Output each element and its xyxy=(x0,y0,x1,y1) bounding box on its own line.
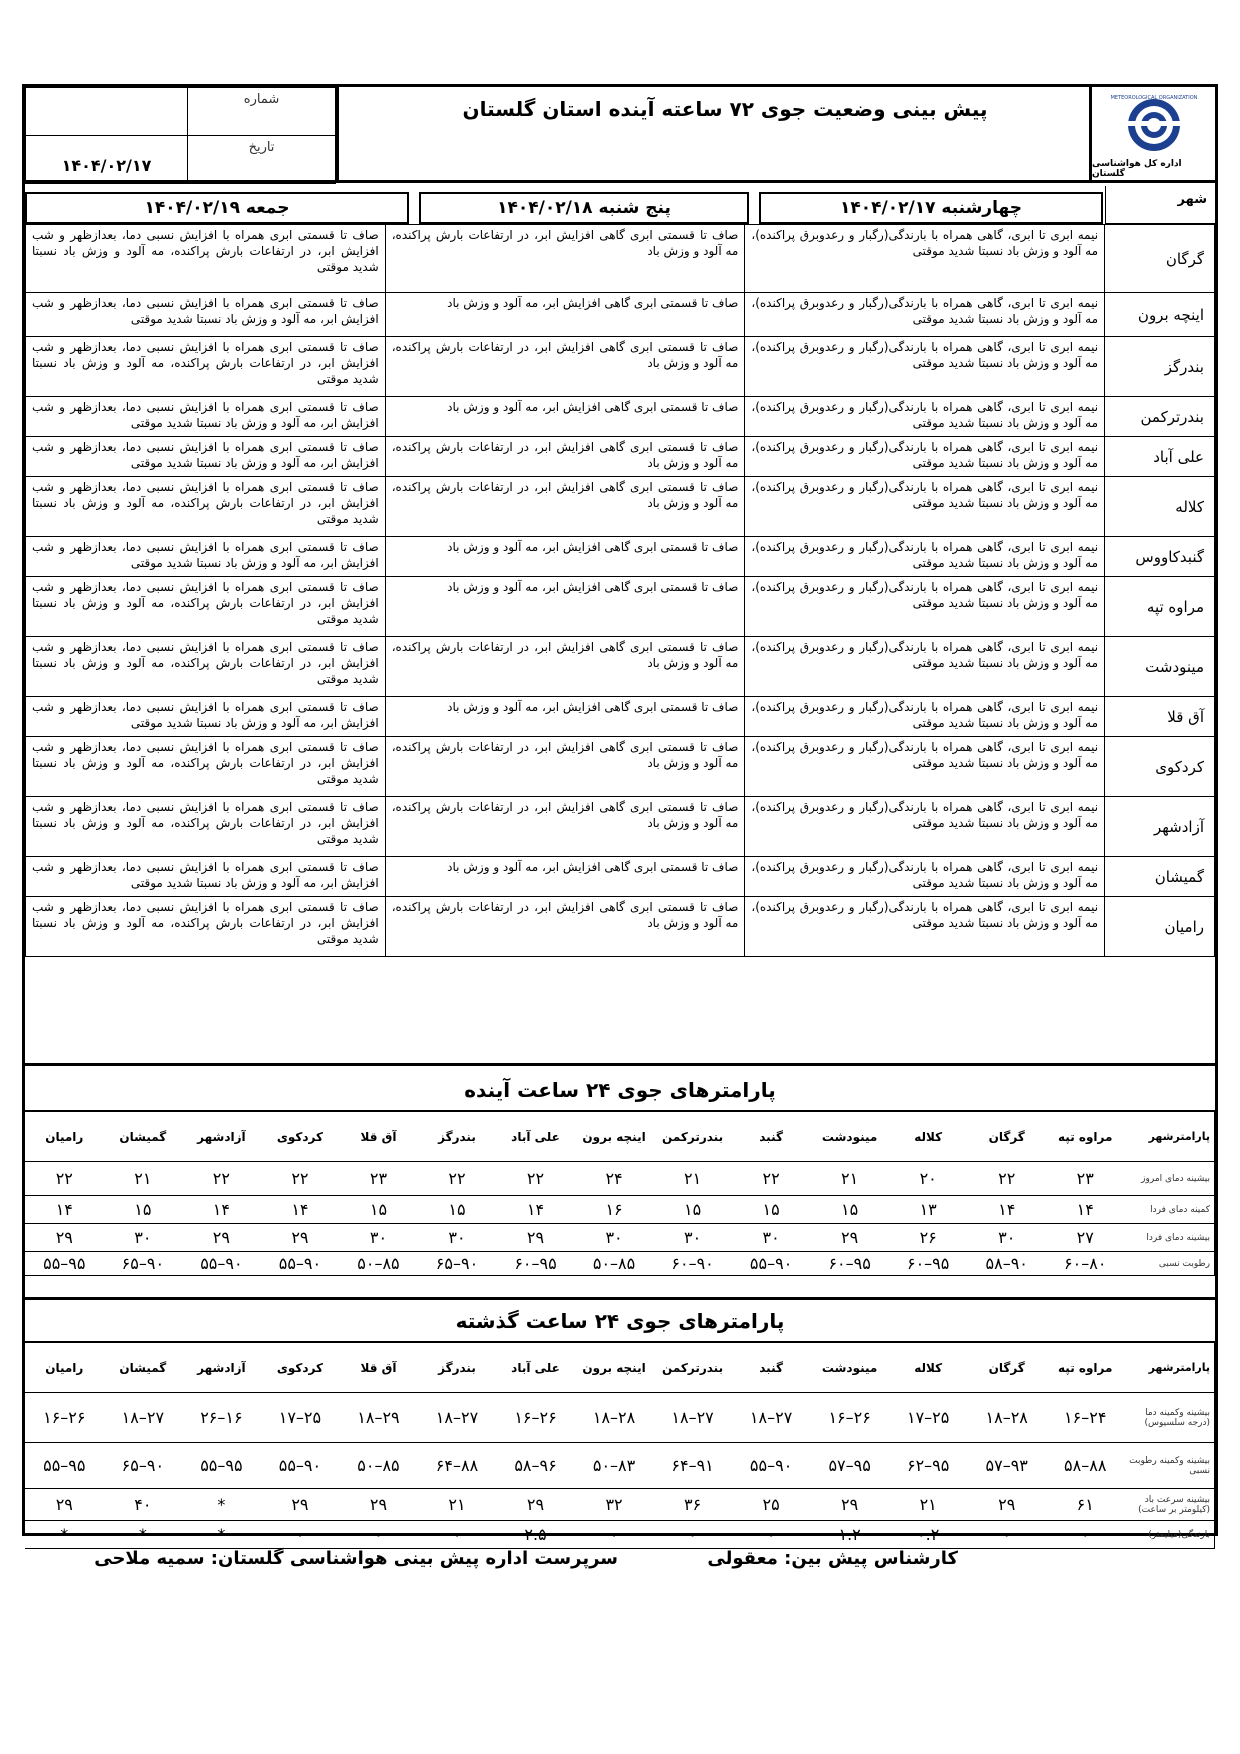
param-value: ۹۵–۶۲ xyxy=(889,1443,968,1489)
forecast-day1: نیمه ابری تا ابری، گاهی همراه با بارندگی(رگبار و رعدوبرق پراکنده)، مه آلود و وزش باد نسبتا شدید موقتی xyxy=(745,737,1105,797)
param-value: ۸۵–۵۰ xyxy=(575,1252,654,1276)
forecast-day3: صاف تا قسمتی ابری همراه با افزایش نسبی دما، بعدازظهر و شب افزایش ابر، مه آلود و وزش باد نسبتا شدید موقتی xyxy=(26,697,386,737)
param-value: ۸۸–۵۸ xyxy=(1046,1443,1125,1489)
forecast-day1: نیمه ابری تا ابری، گاهی همراه با بارندگی(رگبار و رعدوبرق پراکنده)، مه آلود و وزش باد نسبتا شدید موقتی xyxy=(745,857,1105,897)
forecast-day2: صاف تا قسمتی ابری گاهی افزایش ابر، مه آلود و وزش باد xyxy=(385,537,745,577)
param-value: ۳۰ xyxy=(967,1224,1046,1252)
param-value: ۲۴–۱۶ xyxy=(1046,1393,1125,1443)
param-value: ۲۱ xyxy=(653,1162,732,1196)
param-row xyxy=(25,1162,1215,1196)
param-value: ۳۰ xyxy=(732,1224,811,1252)
param-city-header: مینودشت xyxy=(810,1343,889,1393)
forecast-day2: صاف تا قسمتی ابری گاهی افزایش ابر، مه آلود و وزش باد xyxy=(385,857,745,897)
param-value: ۲۹ xyxy=(967,1489,1046,1521)
param-city-header: مراوه تپه xyxy=(1046,1343,1125,1393)
city-name: کردکوی xyxy=(1105,737,1215,797)
param-value: ۲.۵ xyxy=(496,1521,575,1549)
param-value: ۲۲ xyxy=(496,1162,575,1196)
forecast-day1: نیمه ابری تا ابری، گاهی همراه با بارندگی(رگبار و رعدوبرق پراکنده)، مه آلود و وزش باد نسبتا شدید موقتی xyxy=(745,397,1105,437)
forecast-day1: نیمه ابری تا ابری، گاهی همراه با بارندگی(رگبار و رعدوبرق پراکنده)، مه آلود و وزش باد نسبتا شدید موقتی xyxy=(745,337,1105,397)
param-value: ۱۵ xyxy=(339,1196,418,1224)
param-value: ۹۶–۵۸ xyxy=(496,1443,575,1489)
param-value: ۹۱–۶۴ xyxy=(653,1443,732,1489)
forecast-row xyxy=(26,437,1215,477)
forecast-section xyxy=(25,186,1215,1066)
param-row-label: بیشینه دمای فردا xyxy=(1125,1224,1215,1252)
forecast-day3: صاف تا قسمتی ابری همراه با افزایش نسبی دما، بعدازظهر و شب افزایش ابر، در ارتفاعات بارش پراکنده، مه آلود و وزش باد نسبتا شدید موقتی xyxy=(26,477,386,537)
param-value: ۱۴ xyxy=(25,1196,104,1224)
param-city-header: رامیان xyxy=(25,1112,104,1162)
number-value xyxy=(26,88,188,136)
forecast-day2: صاف تا قسمتی ابری گاهی افزایش ابر، مه آلود و وزش باد xyxy=(385,293,745,337)
past-params-table xyxy=(25,1342,1215,1549)
future-params-title: پارامترهای جوی ۲۴ ساعت آینده xyxy=(25,1069,1215,1111)
param-value: ۲۲ xyxy=(732,1162,811,1196)
param-value: ۱۵ xyxy=(653,1196,732,1224)
forecast-row xyxy=(26,737,1215,797)
param-value: ۱۴ xyxy=(182,1196,261,1224)
param-value: ۳۰ xyxy=(575,1224,654,1252)
param-value: ۲۵–۱۷ xyxy=(889,1393,968,1443)
param-city-header: آق قلا xyxy=(339,1112,418,1162)
forecast-day1: نیمه ابری تا ابری، گاهی همراه با بارندگی(رگبار و رعدوبرق پراکنده)، مه آلود و وزش باد نسبتا شدید موقتی xyxy=(745,293,1105,337)
title-area xyxy=(361,87,1089,183)
city-name: علی آباد xyxy=(1105,437,1215,477)
param-value: ۲۲ xyxy=(418,1162,497,1196)
param-row-label: بیشینه دمای امروز xyxy=(1125,1162,1215,1196)
future-params-section xyxy=(25,1069,1215,1276)
forecast-day3: صاف تا قسمتی ابری همراه با افزایش نسبی دما، بعدازظهر و شب افزایش ابر، در ارتفاعات بارش پراکنده، مه آلود و وزش باد نسبتا شدید موقتی xyxy=(26,225,386,293)
forecast-day3: صاف تا قسمتی ابری همراه با افزایش نسبی دما، بعدازظهر و شب افزایش ابر، مه آلود و وزش باد نسبتا شدید موقتی xyxy=(26,857,386,897)
param-row xyxy=(25,1224,1215,1252)
city-name: بندرگز xyxy=(1105,337,1215,397)
param-value: * xyxy=(104,1521,183,1549)
meteorology-logo-icon xyxy=(1109,91,1199,155)
param-value: ۲۷ xyxy=(1046,1224,1125,1252)
param-value: ۹۰–۶۵ xyxy=(104,1252,183,1276)
number-label: شماره xyxy=(188,88,336,136)
forecast-day3: صاف تا قسمتی ابری همراه با افزایش نسبی دما، بعدازظهر و شب افزایش ابر، در ارتفاعات بارش پراکنده، مه آلود و وزش باد نسبتا شدید موقتی xyxy=(26,577,386,637)
param-value: ۲۷–۱۸ xyxy=(418,1393,497,1443)
param-value: ۲۹ xyxy=(496,1489,575,1521)
param-value: ۰ xyxy=(732,1521,811,1549)
param-value: ۹۵–۵۵ xyxy=(25,1443,104,1489)
param-city-header: آزادشهر xyxy=(182,1343,261,1393)
param-row-label: کمینه دمای فردا xyxy=(1125,1196,1215,1224)
forecast-day1: نیمه ابری تا ابری، گاهی همراه با بارندگی(رگبار و رعدوبرق پراکنده)، مه آلود و وزش باد نسبتا شدید موقتی xyxy=(745,437,1105,477)
param-row-label: بیشینه سرعت باد (کیلومتر بر ساعت) xyxy=(1125,1489,1215,1521)
forecast-day3: صاف تا قسمتی ابری همراه با افزایش نسبی دما، بعدازظهر و شب افزایش ابر، مه آلود و وزش باد نسبتا شدید موقتی xyxy=(26,537,386,577)
forecast-day3: صاف تا قسمتی ابری همراه با افزایش نسبی دما، بعدازظهر و شب افزایش ابر، در ارتفاعات بارش پراکنده، مه آلود و وزش باد نسبتا شدید موقتی xyxy=(26,637,386,697)
param-city-header: رامیان xyxy=(25,1343,104,1393)
param-value: ۲۵ xyxy=(732,1489,811,1521)
forecast-day1: نیمه ابری تا ابری، گاهی همراه با بارندگی(رگبار و رعدوبرق پراکنده)، مه آلود و وزش باد نسبتا شدید موقتی xyxy=(745,225,1105,293)
param-value: ۹۳–۵۷ xyxy=(967,1443,1046,1489)
param-row-label: بارندگی(میلیمتر) xyxy=(1125,1521,1215,1549)
forecast-day3: صاف تا قسمتی ابری همراه با افزایش نسبی دما، بعدازظهر و شب افزایش ابر، در ارتفاعات بارش پراکنده، مه آلود و وزش باد نسبتا شدید موقتی xyxy=(26,737,386,797)
forecast-row xyxy=(26,897,1215,957)
param-value: ۲۹ xyxy=(810,1224,889,1252)
param-value: ۹۰–۶۰ xyxy=(653,1252,732,1276)
param-value: ۲۲ xyxy=(261,1162,340,1196)
param-value: ۸۵–۵۰ xyxy=(339,1443,418,1489)
forecast-row xyxy=(26,397,1215,437)
param-value: * xyxy=(182,1489,261,1521)
param-value: ۲۹–۱۸ xyxy=(339,1393,418,1443)
param-value: ۲۹ xyxy=(261,1224,340,1252)
param-corner-header: پارامترشهر xyxy=(1125,1343,1215,1393)
city-name: رامیان xyxy=(1105,897,1215,957)
param-row xyxy=(25,1489,1215,1521)
forecast-day2: صاف تا قسمتی ابری گاهی افزایش ابر، مه آلود و وزش باد xyxy=(385,397,745,437)
param-value: ۲۹ xyxy=(339,1489,418,1521)
param-value: ۲۳ xyxy=(339,1162,418,1196)
param-value: ۲۶–۱۶ xyxy=(496,1393,575,1443)
param-value: ۲۱ xyxy=(889,1489,968,1521)
date-value: ۱۴۰۴/۰۲/۱۷ xyxy=(26,136,188,184)
param-value: ۲۷–۱۸ xyxy=(104,1393,183,1443)
param-city-header: گنبد xyxy=(732,1112,811,1162)
param-value: ۳۰ xyxy=(653,1224,732,1252)
param-city-header: کلاله xyxy=(889,1343,968,1393)
forecast-day1: نیمه ابری تا ابری، گاهی همراه با بارندگی(رگبار و رعدوبرق پراکنده)، مه آلود و وزش باد نسبتا شدید موقتی xyxy=(745,637,1105,697)
param-city-header: آق قلا xyxy=(339,1343,418,1393)
param-value: ۱۴ xyxy=(967,1196,1046,1224)
city-name: گمیشان xyxy=(1105,857,1215,897)
param-value: ۰ xyxy=(339,1521,418,1549)
param-value: ۳۶ xyxy=(653,1489,732,1521)
forecast-day1: نیمه ابری تا ابری، گاهی همراه با بارندگی(رگبار و رعدوبرق پراکنده)، مه آلود و وزش باد نسبتا شدید موقتی xyxy=(745,797,1105,857)
param-value: ۲۶–۱۶ xyxy=(810,1393,889,1443)
organization-logo xyxy=(1089,87,1215,183)
param-value: ۹۰–۵۵ xyxy=(182,1252,261,1276)
forecast-day2: صاف تا قسمتی ابری گاهی افزایش ابر، در ارتفاعات بارش پراکنده، مه آلود و وزش باد xyxy=(385,637,745,697)
param-row-label: بیشینه وکمینه دما (درجه سلسیوس) xyxy=(1125,1393,1215,1443)
forecast-day2: صاف تا قسمتی ابری گاهی افزایش ابر، در ارتفاعات بارش پراکنده، مه آلود و وزش باد xyxy=(385,225,745,293)
param-value: ۶۱ xyxy=(1046,1489,1125,1521)
forecast-day2: صاف تا قسمتی ابری گاهی افزایش ابر، مه آلود و وزش باد xyxy=(385,697,745,737)
forecast-row xyxy=(26,337,1215,397)
param-value: ۱۴ xyxy=(261,1196,340,1224)
param-value: ۲۲ xyxy=(25,1162,104,1196)
forecast-day2: صاف تا قسمتی ابری گاهی افزایش ابر، در ارتفاعات بارش پراکنده، مه آلود و وزش باد xyxy=(385,477,745,537)
param-value: ۲۴ xyxy=(575,1162,654,1196)
param-city-header: علی آباد xyxy=(496,1112,575,1162)
param-value: ۲۰ xyxy=(889,1162,968,1196)
forecast-day1: نیمه ابری تا ابری، گاهی همراه با بارندگی(رگبار و رعدوبرق پراکنده)، مه آلود و وزش باد نسبتا شدید موقتی xyxy=(745,537,1105,577)
document-header xyxy=(25,87,1215,183)
param-value: ۹۰–۵۸ xyxy=(967,1252,1046,1276)
city-name: کلاله xyxy=(1105,477,1215,537)
param-value: ۹۵–۶۰ xyxy=(496,1252,575,1276)
forecast-table xyxy=(25,224,1215,957)
param-city-header: گنبد xyxy=(732,1343,811,1393)
forecast-sheet xyxy=(22,84,1218,1544)
forecast-days xyxy=(25,186,1215,224)
param-value: ۱۵ xyxy=(732,1196,811,1224)
past-params-section xyxy=(25,1297,1215,1549)
param-city-header: گمیشان xyxy=(104,1112,183,1162)
param-city-header: بندرترکمن xyxy=(653,1343,732,1393)
city-header: شهر xyxy=(1105,186,1215,224)
param-value: ۱۶–۲۶ xyxy=(182,1393,261,1443)
param-value: ۲۶–۱۶ xyxy=(25,1393,104,1443)
forecast-row xyxy=(26,477,1215,537)
param-value: ۳۲ xyxy=(575,1489,654,1521)
param-value: ۸۵–۵۰ xyxy=(339,1252,418,1276)
param-row-label: رطوبت نسبی xyxy=(1125,1252,1215,1276)
forecast-day1: نیمه ابری تا ابری، گاهی همراه با بارندگی(رگبار و رعدوبرق پراکنده)، مه آلود و وزش باد نسبتا شدید موقتی xyxy=(745,897,1105,957)
city-name: گرگان xyxy=(1105,225,1215,293)
param-value: ۳۰ xyxy=(104,1224,183,1252)
forecast-row xyxy=(26,797,1215,857)
city-name: اینچه برون xyxy=(1105,293,1215,337)
param-value: ۲۹ xyxy=(496,1224,575,1252)
meta-area xyxy=(25,87,339,183)
signatures xyxy=(22,1548,1218,1588)
param-value: * xyxy=(182,1521,261,1549)
param-city-header: کلاله xyxy=(889,1112,968,1162)
param-value: ۲۱ xyxy=(810,1162,889,1196)
past-params-title: پارامترهای جوی ۲۴ ساعت گذشته xyxy=(25,1300,1215,1342)
forecast-day1: نیمه ابری تا ابری، گاهی همراه با بارندگی(رگبار و رعدوبرق پراکنده)، مه آلود و وزش باد نسبتا شدید موقتی xyxy=(745,577,1105,637)
supervisor-signature: سرپرست اداره پیش بینی هواشناسی گلستان: سمیه ملاحی xyxy=(94,1548,618,1569)
day-header-3: جمعه ۱۴۰۴/۰۲/۱۹ xyxy=(25,192,409,224)
param-value: ۲۹ xyxy=(182,1224,261,1252)
param-city-header: کردکوی xyxy=(261,1112,340,1162)
page-title: پیش بینی وضعیت جوی ۷۲ ساعته آینده استان گلستان xyxy=(462,97,988,121)
param-city-header: علی آباد xyxy=(496,1343,575,1393)
param-value: ۲۶ xyxy=(889,1224,968,1252)
param-value: ۱۳ xyxy=(889,1196,968,1224)
forecast-day3: صاف تا قسمتی ابری همراه با افزایش نسبی دما، بعدازظهر و شب افزایش ابر، مه آلود و وزش باد نسبتا شدید موقتی xyxy=(26,437,386,477)
param-value: ۴۰ xyxy=(104,1489,183,1521)
param-value: ۹۰–۵۵ xyxy=(732,1443,811,1489)
param-value: ۱۵ xyxy=(104,1196,183,1224)
param-city-header: اینچه برون xyxy=(575,1112,654,1162)
param-value: ۳۰ xyxy=(418,1224,497,1252)
param-value: ۰ xyxy=(261,1521,340,1549)
param-value: ۲۹ xyxy=(261,1489,340,1521)
param-value: ۹۰–۶۵ xyxy=(104,1443,183,1489)
param-value: ۹۰–۵۵ xyxy=(261,1443,340,1489)
param-value: ۹۵–۵۵ xyxy=(182,1443,261,1489)
param-value: ۲۹ xyxy=(810,1489,889,1521)
param-value: ۲۱ xyxy=(418,1489,497,1521)
param-value: ۱۵ xyxy=(810,1196,889,1224)
param-value: ۸۸–۶۴ xyxy=(418,1443,497,1489)
forecast-row xyxy=(26,537,1215,577)
param-value: ۲۷–۱۸ xyxy=(653,1393,732,1443)
param-value: ۲۵–۱۷ xyxy=(261,1393,340,1443)
param-city-header: مراوه تپه xyxy=(1046,1112,1125,1162)
param-value: ۲۲ xyxy=(967,1162,1046,1196)
param-city-header: بندرگز xyxy=(418,1343,497,1393)
forecast-day1: نیمه ابری تا ابری، گاهی همراه با بارندگی(رگبار و رعدوبرق پراکنده)، مه آلود و وزش باد نسبتا شدید موقتی xyxy=(745,477,1105,537)
date-label: تاریخ xyxy=(188,136,336,184)
param-value: ۹۰–۵۵ xyxy=(732,1252,811,1276)
param-city-header: مینودشت xyxy=(810,1112,889,1162)
param-row-label: بیشینه وکمینه رطوبت نسبی xyxy=(1125,1443,1215,1489)
param-value: ۸۳–۵۰ xyxy=(575,1443,654,1489)
param-value: ۲۸–۱۸ xyxy=(967,1393,1046,1443)
param-city-header: آزادشهر xyxy=(182,1112,261,1162)
param-value: ۱۴ xyxy=(496,1196,575,1224)
param-value: ۳۰ xyxy=(339,1224,418,1252)
city-name: بندرترکمن xyxy=(1105,397,1215,437)
forecast-row xyxy=(26,225,1215,293)
forecast-day3: صاف تا قسمتی ابری همراه با افزایش نسبی دما، بعدازظهر و شب افزایش ابر، در ارتفاعات بارش پراکنده، مه آلود و وزش باد نسبتا شدید موقتی xyxy=(26,897,386,957)
param-value: ۲۱ xyxy=(104,1162,183,1196)
param-row xyxy=(25,1521,1215,1549)
param-value: ۲۸–۱۸ xyxy=(575,1393,654,1443)
param-city-header: بندرترکمن xyxy=(653,1112,732,1162)
param-corner-header: پارامترشهر xyxy=(1125,1112,1215,1162)
param-value: ۱۵ xyxy=(418,1196,497,1224)
forecast-day3: صاف تا قسمتی ابری همراه با افزایش نسبی دما، بعدازظهر و شب افزایش ابر، در ارتفاعات بارش پراکنده، مه آلود و وزش باد نسبتا شدید موقتی xyxy=(26,337,386,397)
forecast-day3: صاف تا قسمتی ابری همراه با افزایش نسبی دما، بعدازظهر و شب افزایش ابر، در ارتفاعات بارش پراکنده، مه آلود و وزش باد نسبتا شدید موقتی xyxy=(26,797,386,857)
param-value: ۹۰–۶۵ xyxy=(418,1252,497,1276)
param-value: ۰ xyxy=(575,1521,654,1549)
city-name: مینودشت xyxy=(1105,637,1215,697)
forecast-row xyxy=(26,857,1215,897)
param-value: ۱.۲ xyxy=(810,1521,889,1549)
forecast-day2: صاف تا قسمتی ابری گاهی افزایش ابر، در ارتفاعات بارش پراکنده، مه آلود و وزش باد xyxy=(385,737,745,797)
param-row xyxy=(25,1196,1215,1224)
param-value: ۹۰–۵۵ xyxy=(261,1252,340,1276)
param-value: ۰ xyxy=(418,1521,497,1549)
forecast-row xyxy=(26,577,1215,637)
param-row xyxy=(25,1252,1215,1276)
param-value: ۱۶ xyxy=(575,1196,654,1224)
forecast-day1: نیمه ابری تا ابری، گاهی همراه با بارندگی(رگبار و رعدوبرق پراکنده)، مه آلود و وزش باد نسبتا شدید موقتی xyxy=(745,697,1105,737)
forecast-row xyxy=(26,697,1215,737)
param-value: ۹۵–۵۵ xyxy=(25,1252,104,1276)
param-city-header: گمیشان xyxy=(104,1343,183,1393)
city-name: آق قلا xyxy=(1105,697,1215,737)
forecast-row xyxy=(26,293,1215,337)
param-value: ۰ xyxy=(653,1521,732,1549)
param-value: ۱۴ xyxy=(1046,1196,1125,1224)
param-city-header: گرگان xyxy=(967,1343,1046,1393)
org-name: اداره کل هواشناسی گلستان xyxy=(1092,159,1182,179)
param-row xyxy=(25,1393,1215,1443)
forecast-day2: صاف تا قسمتی ابری گاهی افزایش ابر، در ارتفاعات بارش پراکنده، مه آلود و وزش باد xyxy=(385,337,745,397)
forecast-day3: صاف تا قسمتی ابری همراه با افزایش نسبی دما، بعدازظهر و شب افزایش ابر، مه آلود و وزش باد نسبتا شدید موقتی xyxy=(26,397,386,437)
param-value: * xyxy=(25,1521,104,1549)
param-value: ۰ xyxy=(1046,1521,1125,1549)
param-value: ۲۳ xyxy=(1046,1162,1125,1196)
forecast-day2: صاف تا قسمتی ابری گاهی افزایش ابر، در ارتفاعات بارش پراکنده، مه آلود و وزش باد xyxy=(385,797,745,857)
param-value: ۲۲ xyxy=(182,1162,261,1196)
param-value: ۹۵–۵۷ xyxy=(810,1443,889,1489)
forecast-day2: صاف تا قسمتی ابری گاهی افزایش ابر، در ارتفاعات بارش پراکنده، مه آلود و وزش باد xyxy=(385,437,745,477)
forecast-day2: صاف تا قسمتی ابری گاهی افزایش ابر، در ارتفاعات بارش پراکنده، مه آلود و وزش باد xyxy=(385,897,745,957)
logo-text: METEOROLOGICAL ORGANIZATION xyxy=(1110,95,1197,101)
param-value: ۲۹ xyxy=(25,1489,104,1521)
param-city-header: گرگان xyxy=(967,1112,1046,1162)
forecast-day2: صاف تا قسمتی ابری گاهی افزایش ابر، مه آلود و وزش باد xyxy=(385,577,745,637)
forecast-day3: صاف تا قسمتی ابری همراه با افزایش نسبی دما، بعدازظهر و شب افزایش ابر، مه آلود و وزش باد نسبتا شدید موقتی xyxy=(26,293,386,337)
param-value: ۲۹ xyxy=(25,1224,104,1252)
param-value: ۹۵–۶۰ xyxy=(810,1252,889,1276)
param-city-header: بندرگز xyxy=(418,1112,497,1162)
param-value: ۲۷–۱۸ xyxy=(732,1393,811,1443)
city-name: گنبدکاووس xyxy=(1105,537,1215,577)
param-value: ۹۵–۶۰ xyxy=(889,1252,968,1276)
city-name: مراوه تپه xyxy=(1105,577,1215,637)
param-value: ۰ xyxy=(967,1521,1046,1549)
param-value: ۸۰–۶۰ xyxy=(1046,1252,1125,1276)
param-city-header: اینچه برون xyxy=(575,1343,654,1393)
future-params-table xyxy=(25,1111,1215,1276)
param-row xyxy=(25,1443,1215,1489)
param-value: ۰.۲ xyxy=(889,1521,968,1549)
city-name: آزادشهر xyxy=(1105,797,1215,857)
param-city-header: کردکوی xyxy=(261,1343,340,1393)
day-header-1: چهارشنبه ۱۴۰۴/۰۲/۱۷ xyxy=(759,192,1103,224)
day-header-2: پنج شنبه ۱۴۰۴/۰۲/۱۸ xyxy=(419,192,749,224)
forecast-row xyxy=(26,637,1215,697)
forecaster-signature: کارشناس پیش بین: معقولی xyxy=(707,1548,958,1569)
